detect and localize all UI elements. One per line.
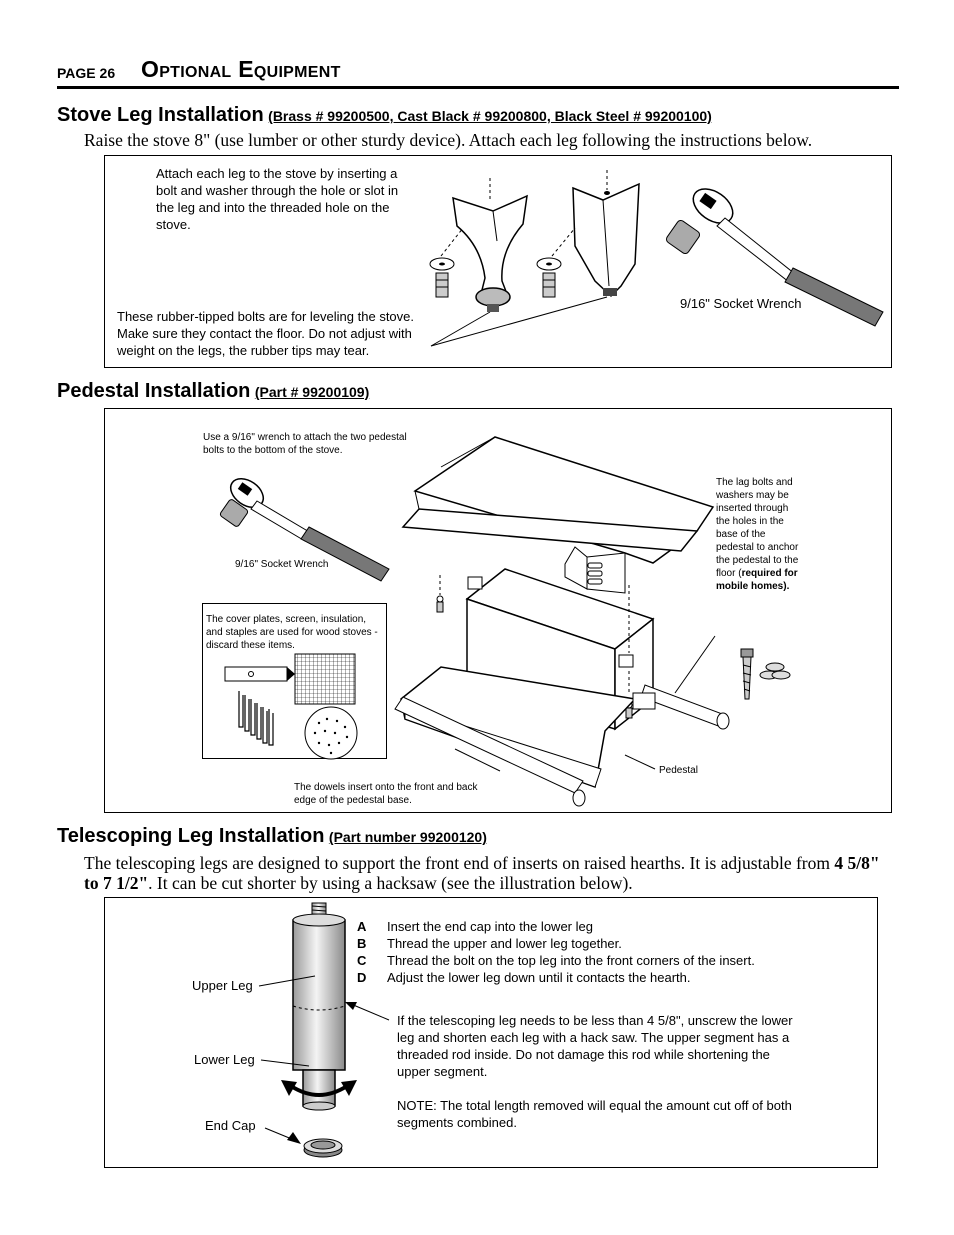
insulation-icon [305,707,357,759]
step-text: Thread the bolt on the top leg into the front corners of the insert. [387,953,755,968]
telescoping-intro-part1: The telescoping legs are designed to support the front end of inserts on raised hearths. It is adjustable from [84,853,835,873]
telescoping-title: Telescoping Leg Installation [57,825,325,847]
note-lag-bold: required for mobile homes). [716,568,798,592]
step-text: Insert the end cap into the lower leg [387,919,593,934]
pedestal-figure [104,408,892,813]
socket-wrench-label: 9/16" Socket Wrench [680,296,802,311]
stove-leg-straight [552,170,639,296]
label-upper-leg: Upper Leg [192,978,253,993]
note-attach-leg: Attach each leg to the stove by inserting a bolt and washer through the hole or slot in the leg and into the threaded hole on the stove. [156,166,399,232]
pedestal-label: Pedestal [659,765,698,776]
pedestal-wrench-label: 9/16" Socket Wrench [235,559,329,570]
note-lag-text: The lag bolts and washers may be inserted through the holes in the base of the pedestal to anchor the pedestal to the floor ( [716,477,799,579]
step-letter: B [357,936,367,951]
pedestal-title: Pedestal Installation [57,380,251,402]
note-cut-leg: If the telescoping leg needs to be less than 4 5/8", unscrew the lower leg and shorten each leg with a hack saw. The upper segment has a threaded rod inside. Do not damage this rod while shortening the upper segment. [397,1013,793,1079]
note-dowels: The dowels insert onto the front and back edge of the pedestal base. [294,782,478,806]
telescoping-leg-illustration [105,898,877,1167]
lag-bolt-icon [741,649,753,699]
note-pedestal-wrench: Use a 9/16" wrench to attach the two pedestal bolts to the bottom of the stove. [203,432,407,456]
note-rubber-bolts: These rubber-tipped bolts are for leveling the stove. Make sure they contact the floor. Do not adjust with weight on the legs, the rubber tips may tear. [117,309,415,358]
stove-leg-curved [441,178,527,312]
stove-leg-illustration [105,156,891,367]
note-cover-plates: The cover plates, screen, insulation, and staples are used for wood stoves - discard these items. [206,614,378,651]
pedestal-subtitle: (Part # 99200109) [254,384,370,400]
page-number: PAGE 26 [57,65,116,81]
front-dowel [573,790,585,806]
pedestal-illustration [105,409,891,812]
label-lower-leg: Lower Leg [194,1052,255,1067]
telescoping-intro-range: 4 5/8" to 7 1/2" [84,853,880,893]
lower-leg-icon [303,1070,335,1110]
stove-leg-subtitle: (Brass # 99200500, Cast Black # 99200800, Black Steel # 99200100) [268,108,712,124]
label-end-cap: End Cap [205,1118,256,1133]
step-text: Adjust the lower leg down until it contacts the hearth. [387,970,691,985]
step-letter: D [357,970,367,985]
step-letter: C [357,953,367,968]
telescoping-heading [57,825,487,848]
stove-body [403,437,713,593]
pedestal-socket-wrench-icon [219,473,389,581]
note-total-length: NOTE: The total length removed will equal the amount cut off of both segments combined. [397,1098,792,1130]
stove-leg-figure [104,155,892,368]
washers-icon [760,663,790,679]
pedestal-heading [57,380,369,403]
page-title: Optional Equipment [141,56,341,82]
stove-leg-intro: Raise the stove 8" (use lumber or other sturdy device). Attach each leg following the instructions below. [84,130,813,150]
step-letter: A [357,919,367,934]
telescoping-intro [84,853,894,893]
page-header [57,56,899,89]
telescoping-intro-part2: . It can be cut shorter by using a hacksaw (see the illustration below). [148,873,633,893]
upper-leg-icon [293,914,345,1070]
socket-wrench-icon [665,182,883,326]
telescoping-subtitle: (Part number 99200120) [328,829,487,845]
telescoping-figure [104,897,878,1168]
step-text: Thread the upper and lower leg together. [387,936,622,951]
staples-icon [239,691,273,745]
cover-plate-icon [225,667,287,681]
stove-leg-heading [57,104,712,127]
end-cap-icon [304,1139,342,1157]
back-dowel [717,713,729,729]
screen-icon [295,654,355,704]
stove-leg-title: Stove Leg Installation [57,104,264,126]
